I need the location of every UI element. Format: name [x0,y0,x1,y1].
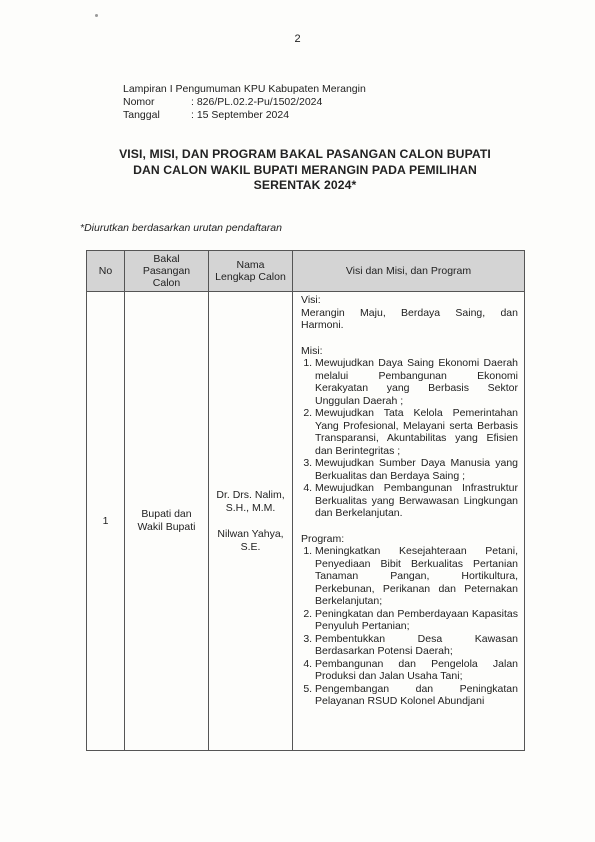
program-list [301,545,518,708]
candidate-2-name-a: Nilwan Yahya, [217,527,284,540]
lampiran-line: Lampiran I Pengumuman KPU Kabupaten Merangin [123,83,366,95]
header-nama-line-2: Lengkap Calon [215,271,286,283]
candidate-2-name-b: S.E. [240,540,261,553]
program-label: Program: [301,532,345,545]
table-header-row [87,251,525,292]
header-visi: Visi dan Misi, dan Program [293,251,525,292]
row-type-line-2: Wakil Bupati [137,521,196,533]
list-item: 1. Meningkatkan Kesejahteraan Petani, Penyediaan Bibit Berkualitas Pertanian Tanaman Pangan, Hortikultura, Perkebunan, Perikanan dan Peternakan Berkelanjutan; [315,545,518,608]
candidate-1-name-b: S.H., M.M. [225,501,276,514]
list-item: 4. Pembangunan dan Pengelola Jalan Produksi dan Jalan Usaha Tani; [315,658,518,683]
header-nama [209,251,293,292]
list-item: 2. Peningkatan dan Pemberdayaan Kapasitas Penyuluh Pertanian; [315,608,518,633]
nomor-row [123,96,366,109]
header-no: No [87,251,125,292]
header-bakal-line-2: Pasangan [142,265,191,277]
row-type [125,292,209,751]
nomor-value: : 826/PL.02.2-Pu/1502/2024 [191,96,323,108]
list-item: 3. Pembentukkan Desa Kawasan Berdasarkan Potensi Daerah; [315,633,518,658]
header-nama-line-1: Nama [236,259,265,271]
header-bakal [125,251,209,292]
header-bakal-line-1: Bakal [153,253,180,265]
order-note: *Diurutkan berdasarkan urutan pendaftaran [80,222,282,234]
candidate-table [86,250,525,751]
page-number: 2 [294,33,301,45]
visi-label: Visi: [301,294,321,306]
header-info [123,83,366,122]
document-title [90,147,520,194]
row-no: 1 [87,292,125,751]
title-line-2: DAN CALON WAKIL BUPATI MERANGIN PADA PEMILIHAN [133,162,477,177]
scan-dot [95,14,98,17]
table-row [87,292,525,751]
list-item: 4. Mewujudkan Pembangunan Infrastruktur Berkualitas yang Berwawasan Lingkungan dan Berkelanjutan. [315,482,518,520]
title-line-3: SERENTAK 2024* [253,178,357,192]
tanggal-label: Tanggal [123,109,160,121]
nomor-label: Nomor [123,96,155,108]
list-item: 5. Pengembangan dan Peningkatan Pelayanan RSUD Kolonel Abundjani [315,683,518,708]
tanggal-value: : 15 September 2024 [191,109,290,121]
row-content [293,292,525,751]
row-names [209,292,293,751]
tanggal-row [123,109,366,122]
list-item: 1. Mewujudkan Daya Saing Ekonomi Daerah melalui Pembangunan Ekonomi Kerakyatan yang Berbasis Sektor Unggulan Daerah ; [315,357,518,407]
list-item: 2. Mewujudkan Tata Kelola Pemerintahan Yang Profesional, Melayani serta Berbasis Transparansi, Akuntabilitas yang Efisien dan Berintegritas ; [315,407,518,457]
list-item: 3. Mewujudkan Sumber Daya Manusia yang Berkualitas dan Berdaya Saing ; [315,457,518,482]
row-type-line-1: Bupati dan [141,508,192,520]
visi-text: Merangin Maju, Berdaya Saing, dan Harmoni. [301,306,518,331]
misi-label: Misi: [301,344,323,357]
title-line-1: VISI, MISI, DAN PROGRAM BAKAL PASANGAN CALON BUPATI [119,147,491,161]
candidate-1-name-a: Dr. Drs. Nalim, [216,488,285,501]
misi-list [301,357,518,520]
header-bakal-line-3: Calon [152,277,181,289]
